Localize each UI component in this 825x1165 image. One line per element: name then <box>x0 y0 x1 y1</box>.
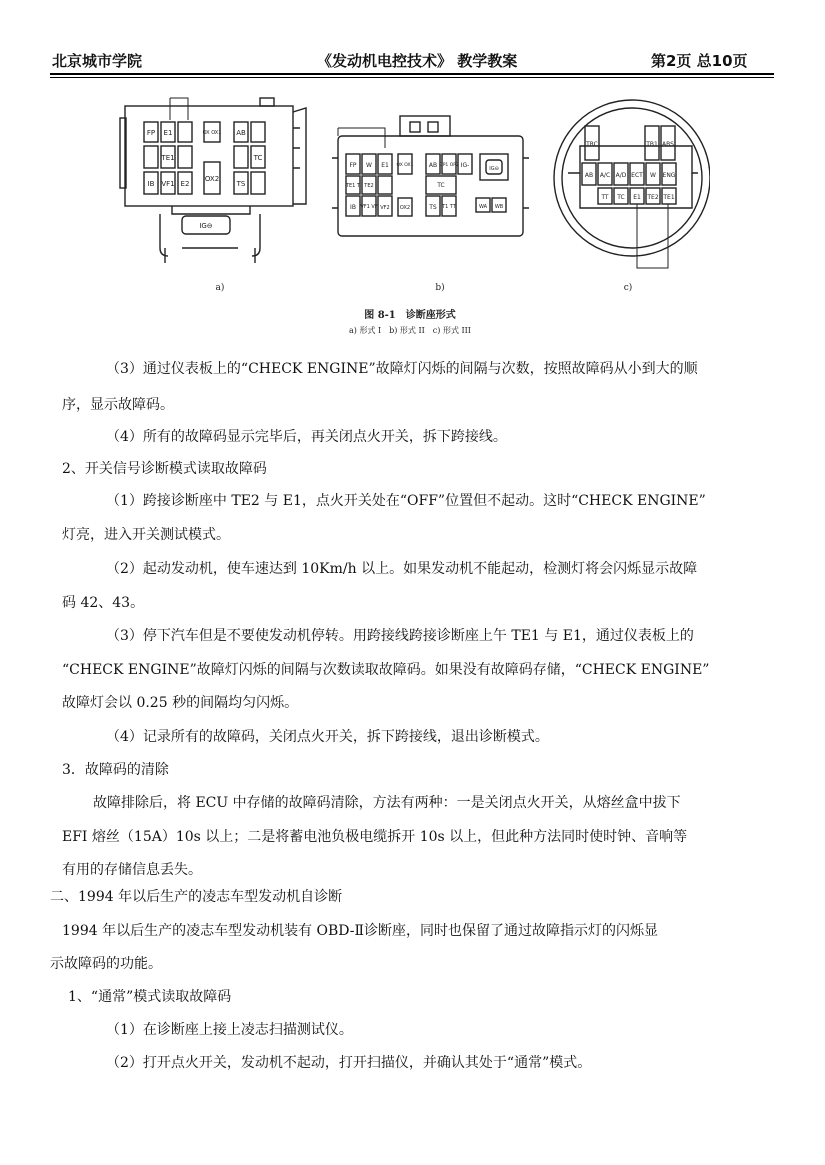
pin-c-tc: TC <box>617 194 625 201</box>
paragraph-line: 序，显示故障码。 <box>62 397 174 413</box>
pin-a-ib: IB <box>147 180 155 188</box>
pin-b-e1: E1 <box>381 162 389 169</box>
paragraph-line: （2）起动发动机，使车速达到 10Km/h 以上。如果发动机不能起动，检测灯将会闪烁显示故障 <box>106 561 698 577</box>
pin-c-ab: AB <box>584 172 594 179</box>
paragraph-line: （3）停下汽车但是不要使发动机停转。用跨接线跨接诊断座上午 TE1 与 E1，通过仪表板上的 <box>106 628 694 644</box>
paragraph-line: （1）跨接诊断座中 TE2 与 E1，点火开关处在“OFF”位置但不起动。这时“CHECK ENGINE” <box>106 493 706 509</box>
pin-c-abs: ABS <box>662 141 674 148</box>
header-course-title: 《发动机电控技术》 教学教案 <box>317 52 518 70</box>
header-rule-thin <box>50 77 774 78</box>
figure-subcaption: a) 形式 I b) 形式 II c) 形式 III <box>349 326 471 335</box>
section-heading: 二、1994 年以后生产的凌志车型发动机自诊断 <box>50 889 343 905</box>
pin-a-te1: TE1 <box>161 154 175 162</box>
pin-a-e2: E2 <box>180 180 190 188</box>
pin-b-ig: IG- <box>460 162 470 169</box>
pin-c-te2: TE2 <box>647 194 659 201</box>
paragraph-line: 1994 年以后生产的凌志车型发动机装有 OBD-Ⅱ诊断座，同时也保留了通过故障指示灯的闪烁显 <box>62 923 659 939</box>
paragraph-line: （1）在诊断座上接上凌志扫描测试仪。 <box>106 1022 353 1038</box>
pin-c-trc: TRC <box>586 141 598 148</box>
pin-b-fp: FP <box>349 162 357 169</box>
connector-c-diagram <box>554 100 710 268</box>
pin-c-e1: E1 <box>633 194 641 201</box>
header-rule-thick <box>50 73 774 75</box>
paragraph-line: （2）打开点火开关，发动机不起动，打开扫描仪，并确认其处于“通常”模式。 <box>106 1055 592 1071</box>
pin-a-ox2: OX2 <box>204 175 220 183</box>
pin-b-vf2: VF2 <box>380 205 390 211</box>
connector-a-diagram <box>120 98 306 263</box>
paragraph-line: EFI 熔丝（15A）10s 以上；二是将蓄电池负极电缆拆开 10s 以上，但此种方法同时使时钟、音响等 <box>62 829 688 845</box>
pin-b-ox2: OX2 <box>399 205 411 211</box>
pin-b-ib: IB <box>350 204 356 211</box>
pin-b-wb: WB <box>494 204 504 210</box>
figure-label-b: b) <box>435 283 445 293</box>
pin-c-eng: ENG <box>662 172 676 179</box>
pin-a-ox: OX OX1 <box>202 130 222 136</box>
pin-a-ig: IG⊖ <box>199 222 213 230</box>
paragraph-line: （4）所有的故障码显示完毕后，再关闭点火开关，拆下跨接线。 <box>106 429 507 445</box>
pin-a-vf1: VF1 <box>161 180 175 188</box>
pin-a-tc: TC <box>253 154 263 162</box>
pin-a-ab: AB <box>236 129 246 137</box>
pin-b-tc: TC <box>437 182 445 189</box>
header-page-number: 第2页 总10页 <box>651 52 748 70</box>
paragraph-line: “CHECK ENGINE”故障灯闪烁的间隔与次数读取故障码。如果没有故障码存储，“CHECK ENGINE” <box>62 662 710 678</box>
pin-c-ad: A/D <box>615 172 627 179</box>
figure-label-c: c) <box>623 283 633 293</box>
figure-label-a: a) <box>215 283 225 293</box>
connector-b-diagram <box>332 116 529 236</box>
pin-b-wa: WA <box>478 204 488 210</box>
figure-caption: 图 8-1 诊断座形式 <box>364 310 456 321</box>
section-heading: 1、“通常”模式读取故障码 <box>68 989 232 1005</box>
pin-b-op: OP1 OP2 <box>439 163 459 168</box>
pin-a-fp: FP <box>146 129 156 137</box>
pin-b-te2: TE2 <box>364 183 374 189</box>
paragraph-line: 码 42、43。 <box>62 595 145 611</box>
pin-b-igneg: IG⊖ <box>489 166 499 172</box>
header-school-name: 北京城市学院 <box>52 52 143 70</box>
pin-c-w: W <box>650 172 656 179</box>
paragraph-line: 故障灯会以 0.25 秒的间隔均匀闪烁。 <box>62 695 299 711</box>
paragraph-line: 有用的存储信息丢失。 <box>62 862 202 878</box>
pin-b-ox: OX OX1 <box>396 163 414 168</box>
paragraph-line: （3）通过仪表板上的“CHECK ENGINE”故障灯闪烁的间隔与次数，按照故障码从小到大的顺 <box>106 361 698 377</box>
paragraph-line: （4）记录所有的故障码，关闭点火开关，拆下跨接线，退出诊断模式。 <box>106 729 549 745</box>
pin-c-tb1: TB1 <box>646 141 658 148</box>
pin-a-e1: E1 <box>163 129 173 137</box>
diagnostic-connector-figure <box>110 88 710 338</box>
pin-c-ac: A/C <box>599 172 611 179</box>
pin-c-tt: TT <box>601 194 609 201</box>
paragraph-line: 灯亮，进入开关测试模式。 <box>62 527 230 543</box>
pin-a-ts: TS <box>236 180 246 188</box>
pin-b-vf1: VF1 VF <box>360 204 378 210</box>
pin-b-te1: TE1 T <box>345 183 361 189</box>
pin-c-ect: ECT <box>631 172 643 179</box>
pin-b-ts: TS <box>429 204 437 211</box>
pin-b-w: W <box>366 162 372 169</box>
section-heading: 3．故障码的清除 <box>62 762 169 778</box>
pin-b-ab: AB <box>428 162 438 169</box>
pin-c-te1: TE1 <box>663 194 675 201</box>
paragraph-line: 示故障码的功能。 <box>50 956 162 972</box>
pin-b-t1: T1 TT <box>442 204 456 210</box>
paragraph-line: 故障排除后，将 ECU 中存储的故障码清除，方法有两种：一是关闭点火开关，从熔丝盒中拔下 <box>93 795 681 811</box>
section-heading: 2、开关信号诊断模式读取故障码 <box>62 461 267 477</box>
